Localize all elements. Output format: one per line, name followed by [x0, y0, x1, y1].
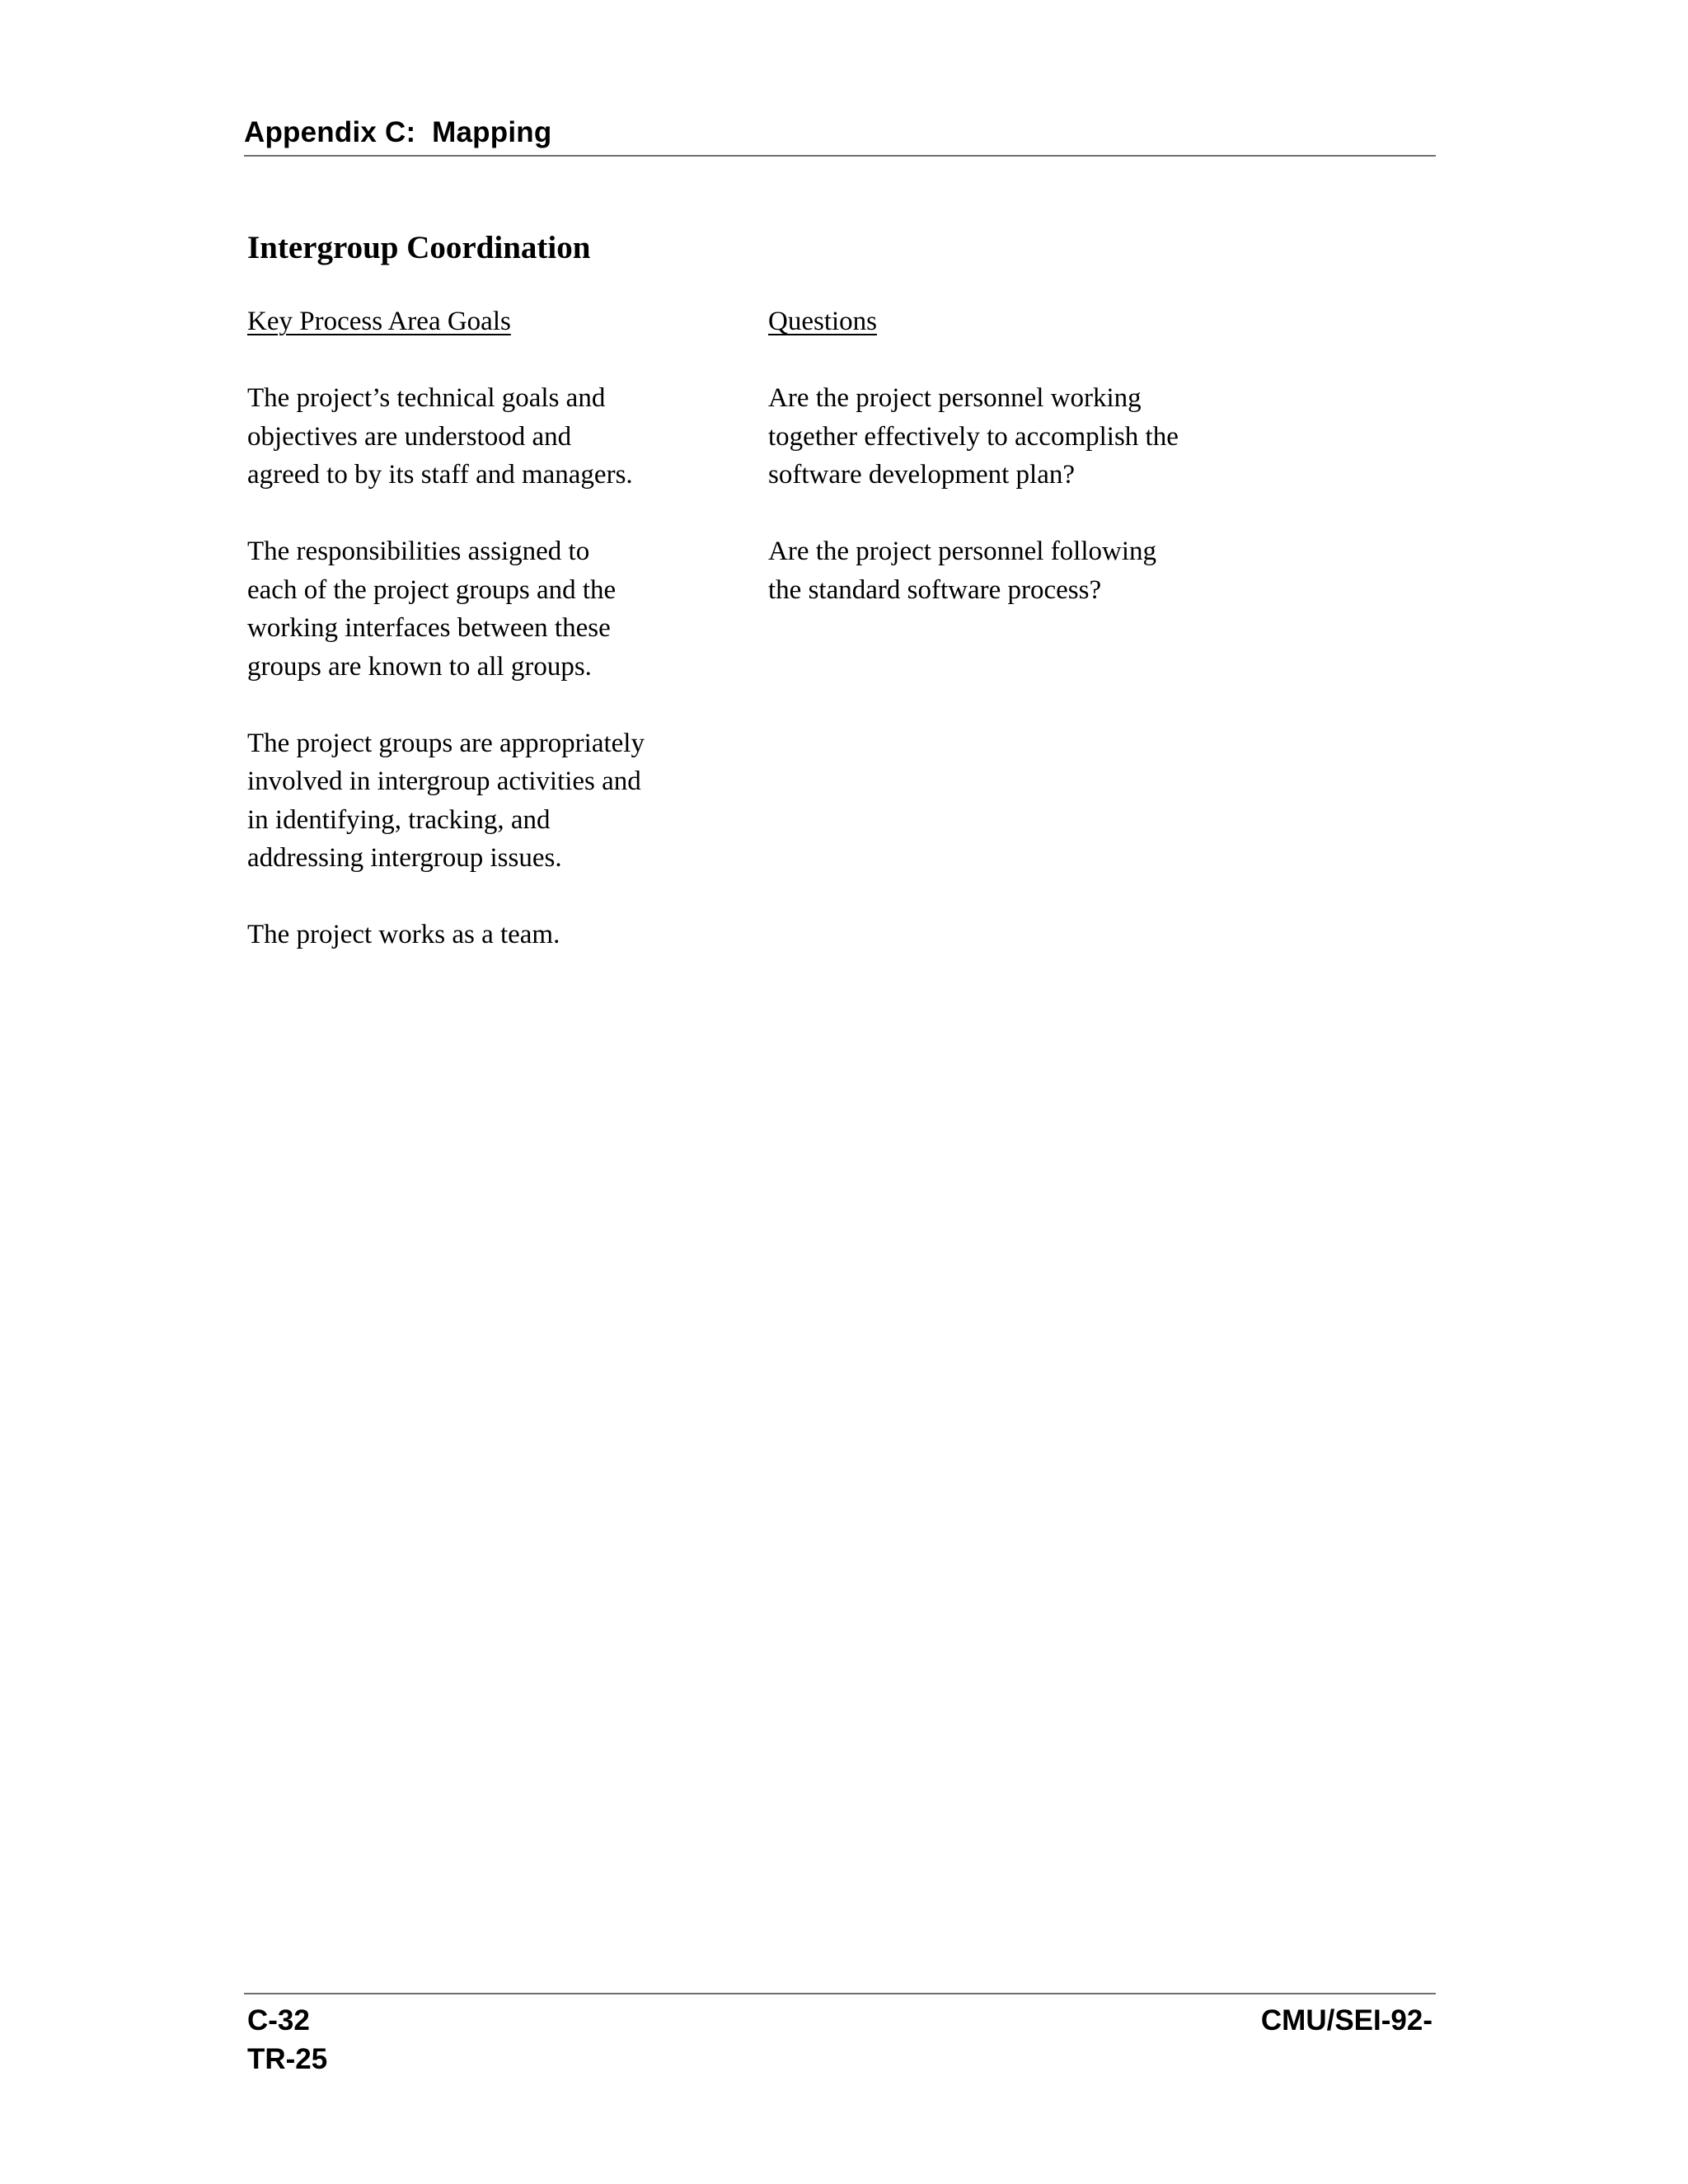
- section-title: Intergroup Coordination: [247, 230, 591, 265]
- footer-divider: [244, 1993, 1436, 1994]
- footer-left: [247, 2001, 327, 2079]
- report-id: CMU/SEI-92-: [1260, 2004, 1432, 2036]
- question-paragraph: [768, 532, 1230, 609]
- questions-column-heading: Questions: [768, 307, 877, 336]
- goals-column: [247, 302, 709, 954]
- text-line: objectives are understood and: [247, 421, 572, 452]
- text-line: the standard software process?: [768, 574, 1102, 605]
- text-line: each of the project groups and the: [247, 574, 617, 605]
- text-line: The project works as a team.: [247, 920, 560, 949]
- goal-paragraph: [247, 532, 709, 686]
- goal-paragraph: [247, 916, 709, 954]
- text-line: The responsibilities assigned to: [247, 537, 590, 566]
- questions-column: [768, 302, 1230, 609]
- page-number: C-32: [247, 2004, 310, 2036]
- text-line: involved in intergroup activities and: [247, 766, 641, 796]
- running-header-title: Appendix C: Mapping: [244, 116, 552, 148]
- text-line: working interfaces between these: [247, 613, 611, 643]
- text-line: The project’s technical goals and: [247, 383, 606, 413]
- text-line: software development plan?: [768, 460, 1076, 490]
- question-paragraph: [768, 379, 1230, 494]
- goal-paragraph: [247, 379, 709, 494]
- text-line: Are the project personnel working: [768, 383, 1142, 413]
- text-line: groups are known to all groups.: [247, 651, 592, 682]
- text-line: agreed to by its staff and managers.: [247, 460, 633, 490]
- text-line: Are the project personnel following: [768, 537, 1157, 566]
- text-line: addressing intergroup issues.: [247, 843, 562, 873]
- report-id-continuation: TR-25: [247, 2043, 328, 2075]
- text-line: together effectively to accomplish the: [768, 421, 1179, 452]
- text-line: The project groups are appropriately: [247, 728, 645, 758]
- goal-paragraph: [247, 724, 709, 878]
- header-divider: [244, 155, 1436, 157]
- goals-column-heading: Key Process Area Goals: [247, 307, 511, 336]
- running-header: [244, 115, 1436, 150]
- text-line: in identifying, tracking, and: [247, 804, 551, 835]
